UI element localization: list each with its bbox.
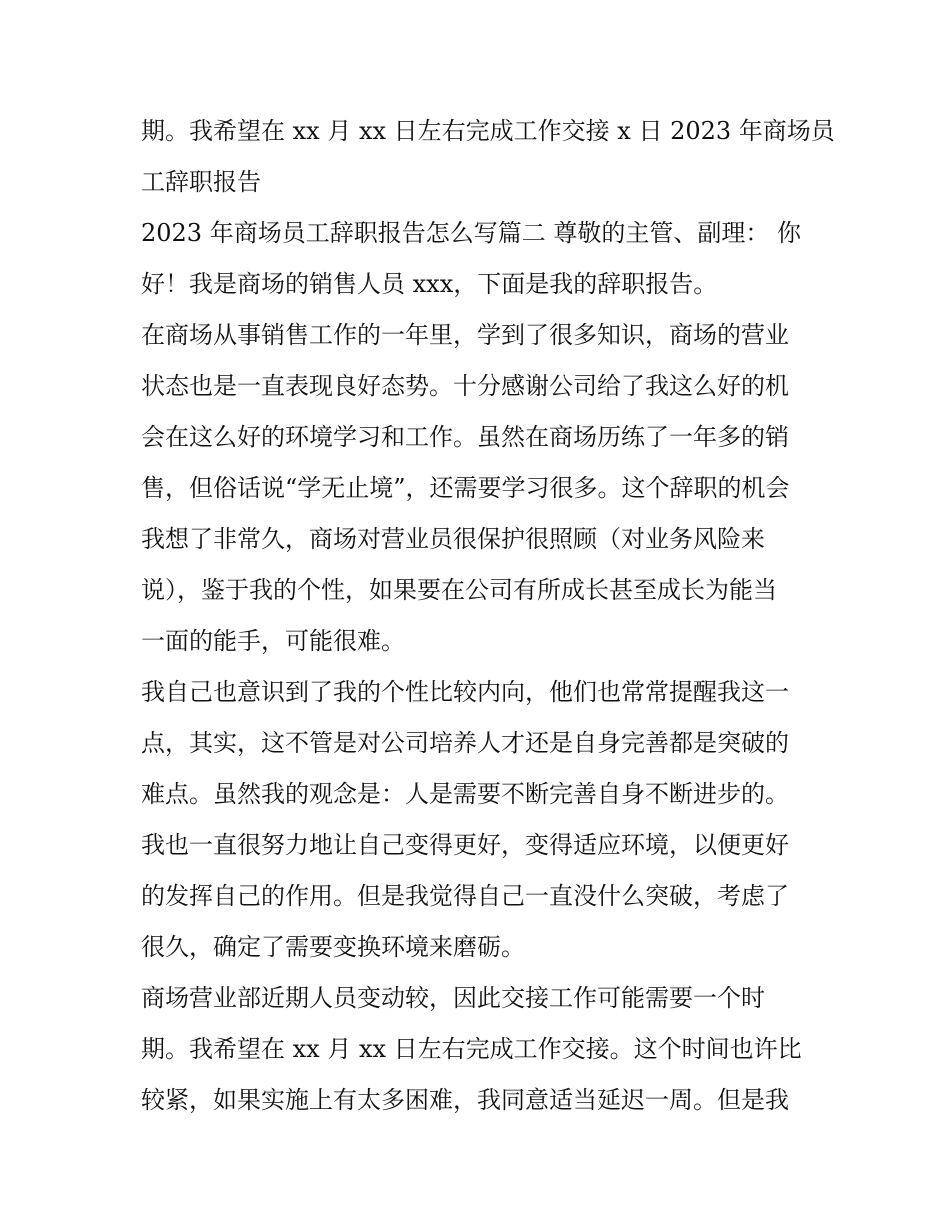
text-line: 期。我希望在 xx 月 xx 日左右完成工作交接。这个时间也许比 <box>141 1035 802 1063</box>
text-line: 状态也是一直表现良好态势。十分感谢公司给了我这么好的机 <box>141 372 789 400</box>
text-line: 商场营业部近期人员变动较，因此交接工作可能需要一个时 <box>141 984 765 1012</box>
text-line: 我自己也意识到了我的个性比较内向，他们也常常提醒我这一 <box>141 678 789 706</box>
text-line: 一面的能手，可能很难。 <box>141 627 405 655</box>
text-line: 难点。虽然我的观念是：人是需要不断完善自身不断进步的。 <box>141 780 789 808</box>
body-text <box>141 106 835 1126</box>
text-line: 售，但俗话说“学无止境”，还需要学习很多。这个辞职的机会 <box>141 474 790 502</box>
text-line: 说），鉴于我的个性，如果要在公司有所成长甚至成长为能当 <box>141 576 777 604</box>
text-line: 期。我希望在 xx 月 xx 日左右完成工作交接 x 日 2023 年商场员 <box>141 117 835 145</box>
text-line: 我想了非常久，商场对营业员很保护很照顾（对业务风险来 <box>141 525 765 553</box>
text-line: 工辞职报告 <box>141 168 261 196</box>
text-line: 会在这么好的环境学习和工作。虽然在商场历练了一年多的销 <box>141 423 789 451</box>
text-line: 2023 年商场员工辞职报告怎么写篇二 尊敬的主管、副理： 你 <box>141 219 801 247</box>
text-line: 较紧，如果实施上有太多困难，我同意适当延迟一周。但是我 <box>141 1086 789 1114</box>
text-line: 点，其实，这不管是对公司培养人才还是自身完善都是突破的 <box>141 729 789 757</box>
text-line: 很久，确定了需要变换环境来磨砺。 <box>141 933 525 961</box>
text-line: 好！我是商场的销售人员 xxx，下面是我的辞职报告。 <box>141 270 718 298</box>
text-line: 我也一直很努力地让自己变得更好，变得适应环境，以便更好 <box>141 831 789 859</box>
text-line: 的发挥自己的作用。但是我觉得自己一直没什么突破，考虑了 <box>141 882 789 910</box>
text-line: 在商场从事销售工作的一年里，学到了很多知识，商场的营业 <box>141 321 789 349</box>
